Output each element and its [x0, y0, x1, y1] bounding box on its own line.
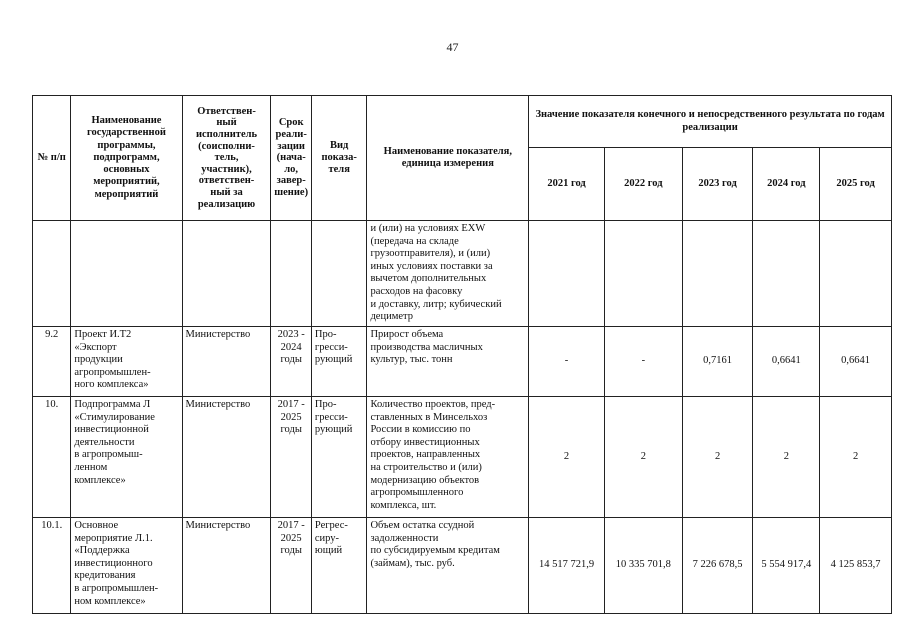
table-row [33, 518, 892, 614]
cell-responsible: Министерство [182, 327, 271, 397]
cell-value: 4 125 853,7 [820, 518, 892, 614]
cell-type: Про- гресси- рующий [311, 397, 367, 518]
cell-value [682, 221, 753, 327]
cell-name: Подпрограмма Л «Стимулирование инвестиционной деятельности в агропромыш- ленном комплексе» [71, 397, 182, 518]
cell-value: 5 554 917,4 [753, 518, 820, 614]
cell-value: 0,6641 [820, 327, 892, 397]
cell-value: 2 [753, 397, 820, 518]
header-num: № п/п [33, 96, 71, 221]
cell-responsible: Министерство [182, 397, 271, 518]
cell-value: 2 [604, 397, 682, 518]
cell-num [33, 221, 71, 327]
header-term: Срок реали- зации (нача- ло, завер- шение) [271, 96, 311, 221]
header-name: Наименование государственной программы, подпрограмм, основных мероприятий, мероприятий [71, 96, 182, 221]
cell-value: 2 [820, 397, 892, 518]
cell-term: 2017 - 2025 годы [271, 397, 311, 518]
cell-value [604, 221, 682, 327]
header-values: Значение показателя конечного и непосредственного результата по годам реализации [529, 96, 892, 148]
cell-value: 2 [529, 397, 605, 518]
header-year: 2021 год [529, 148, 605, 221]
table-row [33, 397, 892, 518]
header-responsible: Ответствен- ный исполнитель (соисполни- тель, участник), ответствен- ный за реализацию [182, 96, 271, 221]
cell-value: 0,7161 [682, 327, 753, 397]
table-row [33, 327, 892, 397]
table-body [33, 221, 892, 614]
cell-name: Основное мероприятие Л.1. «Поддержка инвестиционного кредитования в агропромышлен- ном комплексе» [71, 518, 182, 614]
cell-term: 2017 - 2025 годы [271, 518, 311, 614]
cell-value: 7 226 678,5 [682, 518, 753, 614]
cell-value: - [529, 327, 605, 397]
cell-indicator: Объем остатка ссудной задолженности по субсидируемым кредитам (займам), тыс. руб. [367, 518, 529, 614]
cell-value: 14 517 721,9 [529, 518, 605, 614]
page-number: 47 [446, 40, 459, 54]
cell-value: 0,6641 [753, 327, 820, 397]
header-type: Вид показа- теля [311, 96, 367, 221]
indicators-table [32, 95, 892, 614]
header-year: 2023 год [682, 148, 753, 221]
cell-indicator: Прирост объема производства масличных культур, тыс. тонн [367, 327, 529, 397]
cell-value: - [604, 327, 682, 397]
cell-indicator: Количество проектов, пред- ставленных в Минсельхоз России в комиссию по отбору инвестиционных проектов, направленных на строительство и (или) модернизацию объектов агропромышленного комплекса, шт. [367, 397, 529, 518]
cell-num: 9.2 [33, 327, 71, 397]
cell-num: 10.1. [33, 518, 71, 614]
cell-value [529, 221, 605, 327]
cell-name [71, 221, 182, 327]
cell-indicator: и (или) на условиях EXW (передача на складе грузоотправителя), и (или) иных условиях поставки за вычетом дополнительных расходов на фасовку и доставку, литр; кубический дециметр [367, 221, 529, 327]
cell-num: 10. [33, 397, 71, 518]
cell-responsible: Министерство [182, 518, 271, 614]
table-row [33, 221, 892, 327]
cell-term [271, 221, 311, 327]
cell-value: 10 335 701,8 [604, 518, 682, 614]
cell-term: 2023 - 2024 годы [271, 327, 311, 397]
cell-value: 2 [682, 397, 753, 518]
cell-type: Регрес- сиру- ющий [311, 518, 367, 614]
cell-value [753, 221, 820, 327]
cell-name: Проект И.Т2 «Экспорт продукции агропромышлен- ного комплекса» [71, 327, 182, 397]
cell-value [820, 221, 892, 327]
cell-responsible [182, 221, 271, 327]
header-year: 2025 год [820, 148, 892, 221]
header-year: 2022 год [604, 148, 682, 221]
header-indicator: Наименование показателя, единица измерения [367, 96, 529, 221]
cell-type: Про- гресси- рующий [311, 327, 367, 397]
header-year: 2024 год [753, 148, 820, 221]
cell-type [311, 221, 367, 327]
